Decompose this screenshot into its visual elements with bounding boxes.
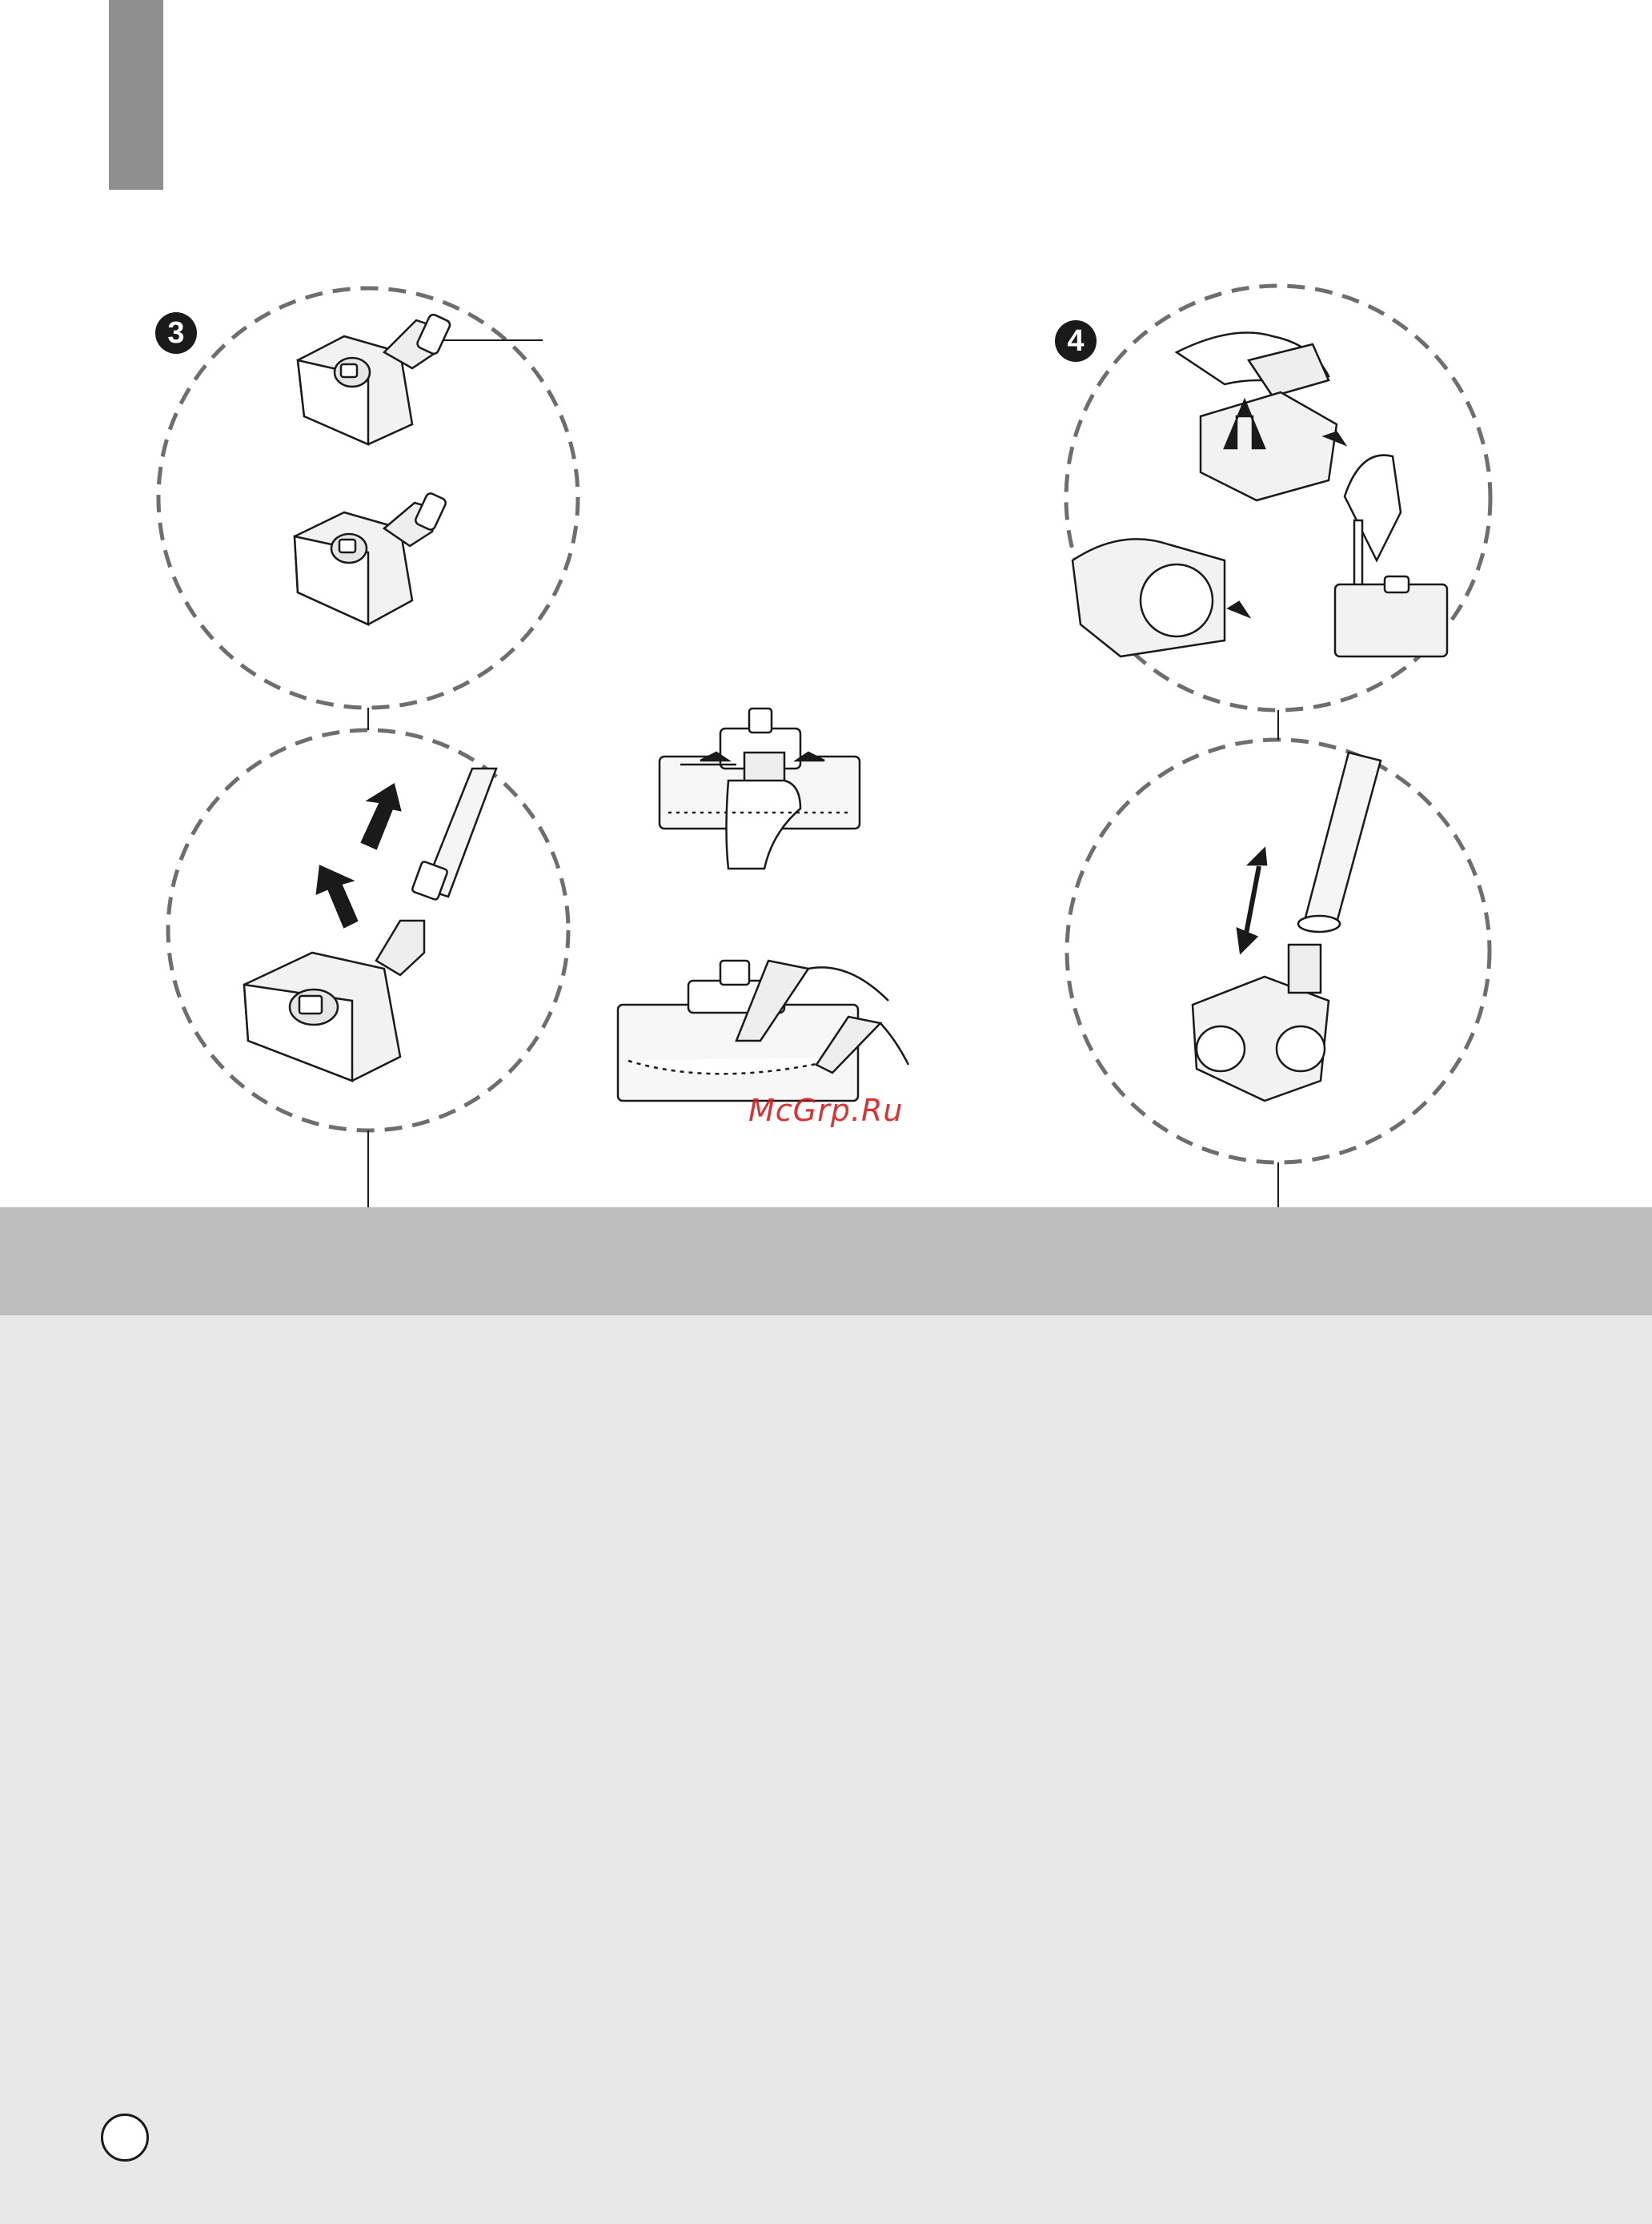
turbo-nozzle-middle (295, 492, 447, 624)
circle-step4-bottom (1067, 740, 1490, 1162)
nozzle-underside-hand (660, 709, 860, 869)
step4-pipe-assembly (1193, 753, 1381, 1101)
lower-text-area (0, 1315, 1652, 2224)
step3-pipe-assembly (244, 769, 496, 1081)
grey-band (0, 1207, 1652, 1315)
watermark-text: McGrp.Ru (748, 1093, 904, 1128)
page-number-circle (101, 2114, 149, 2162)
step-4-badge: 4 (1055, 320, 1097, 362)
turbo-nozzle-top (298, 313, 451, 444)
step4-disassembly (1073, 333, 1447, 657)
nozzle-underside-hose (618, 961, 908, 1101)
step-3-badge: 3 (155, 312, 197, 354)
